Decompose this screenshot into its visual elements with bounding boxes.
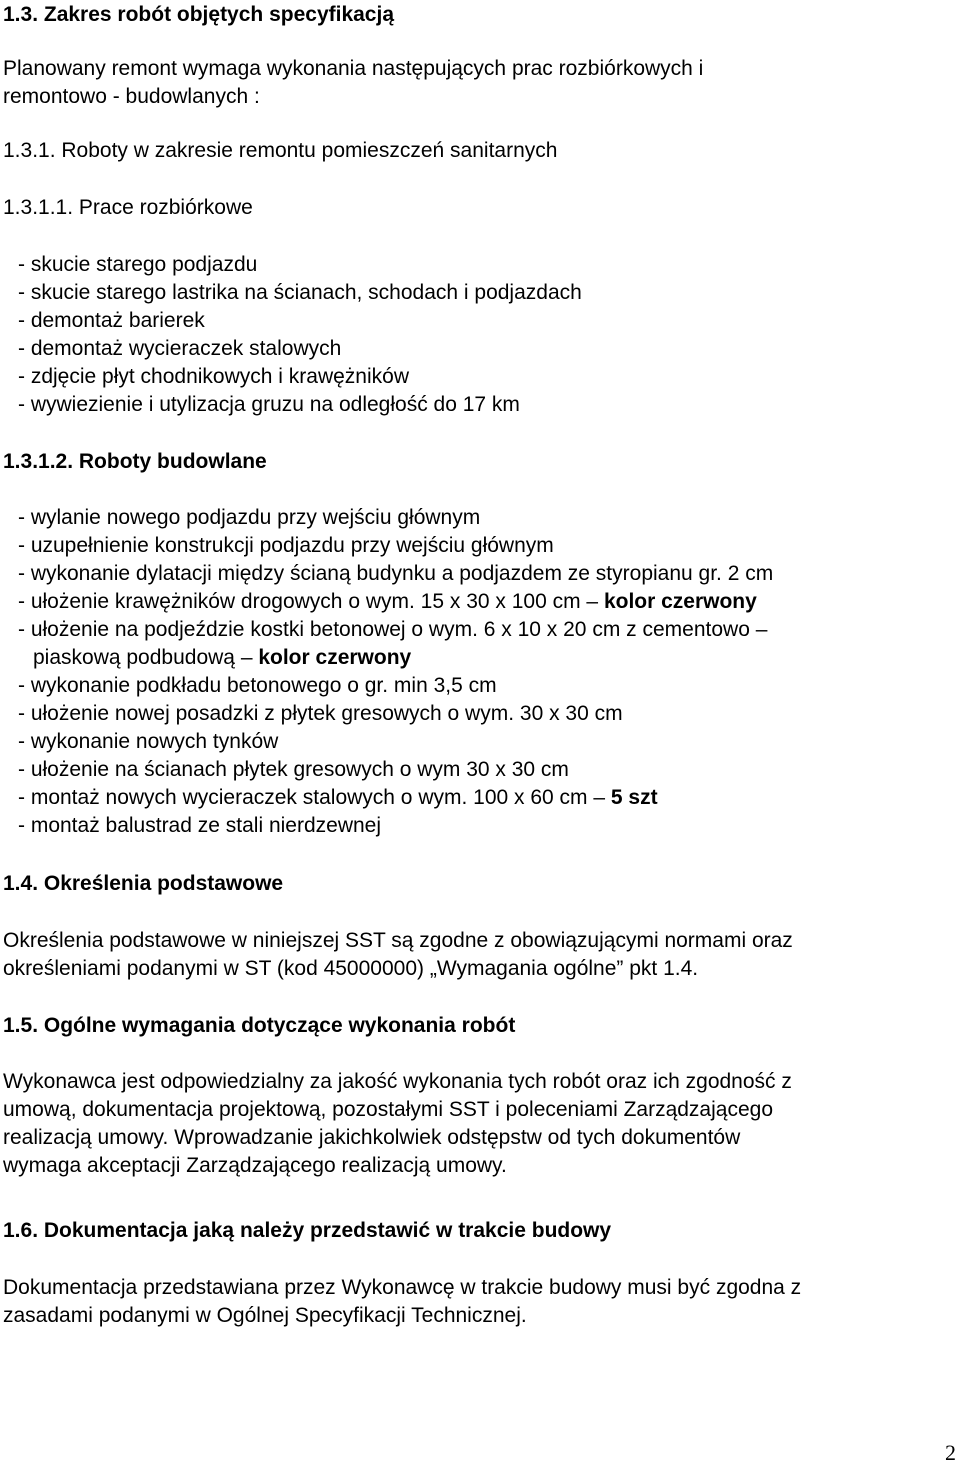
- list-item: - uzupełnienie konstrukcji podjazdu przy wejściu głównym: [18, 534, 554, 557]
- section-1-3-1-2-heading: 1.3.1.2. Roboty budowlane: [3, 450, 267, 473]
- list-item: - wykonanie podkładu betonowego o gr. min 3,5 cm: [18, 674, 497, 697]
- section-1-6-heading: 1.6. Dokumentacja jaką należy przedstawić w trakcie budowy: [3, 1219, 612, 1242]
- list-item-text: piaskową podbudową –: [33, 646, 259, 669]
- list-item: - demontaż barierek: [18, 309, 205, 332]
- list-item: - wykonanie dylatacji między ścianą budynku a podjazdem ze styropianu gr. 2 cm: [18, 562, 774, 585]
- paragraph-line: Dokumentacja przedstawiana przez Wykonawcę w trakcie budowy musi być zgodna z: [3, 1276, 802, 1299]
- intro-line-2: remontowo - budowlanych :: [3, 85, 260, 108]
- page-number: 2: [945, 1440, 956, 1465]
- list-item-text: - montaż nowych wycieraczek stalowych o wym. 100 x 60 cm –: [18, 786, 611, 809]
- paragraph-line: realizacją umowy. Wprowadzanie jakichkolwiek odstępstw od tych dokumentów: [3, 1126, 741, 1149]
- section-1-3-1-1-heading: 1.3.1.1. Prace rozbiórkowe: [3, 196, 253, 219]
- section-1-3-1-heading: 1.3.1. Roboty w zakresie remontu pomieszczeń sanitarnych: [3, 139, 558, 162]
- paragraph-line: zasadami podanymi w Ogólnej Specyfikacji Technicznej.: [3, 1304, 527, 1327]
- list-item: - wykonanie nowych tynków: [18, 730, 279, 753]
- list-item: [18, 785, 658, 811]
- list-item-emphasis: kolor czerwony: [258, 646, 412, 669]
- paragraph-line: Wykonawca jest odpowiedzialny za jakość wykonania tych robót oraz ich zgodność z: [3, 1070, 792, 1093]
- paragraph-line: umową, dokumentacja projektową, pozostałymi SST i poleceniami Zarządzającego: [3, 1098, 773, 1121]
- list-item: - demontaż wycieraczek stalowych: [18, 337, 342, 360]
- list-item-emphasis: kolor czerwony: [603, 590, 757, 613]
- list-item: - zdjęcie płyt chodnikowych i krawężników: [18, 365, 409, 388]
- section-1-4-heading: 1.4. Określenia podstawowe: [3, 872, 284, 895]
- paragraph-line: wymaga akceptacji Zarządzającego realizacją umowy.: [3, 1154, 507, 1177]
- paragraph-line: Określenia podstawowe w niniejszej SST są zgodne z obowiązującymi normami oraz: [3, 929, 793, 952]
- list-item: [18, 589, 757, 615]
- list-item-continuation: [33, 645, 411, 671]
- section-1-5-heading: 1.5. Ogólne wymagania dotyczące wykonania robót: [3, 1014, 516, 1037]
- section-1-3-heading: 1.3. Zakres robót objętych specyfikacją: [3, 3, 395, 26]
- list-item: - ułożenie nowej posadzki z płytek gresowych o wym. 30 x 30 cm: [18, 702, 623, 725]
- list-item: - wywiezienie i utylizacja gruzu na odległość do 17 km: [18, 393, 520, 416]
- list-item-emphasis: 5 szt: [610, 786, 658, 809]
- list-item: - ułożenie na podjeździe kostki betonowej o wym. 6 x 10 x 20 cm z cementowo –: [18, 618, 768, 641]
- list-item: - skucie starego lastrika na ścianach, schodach i podjazdach: [18, 281, 582, 304]
- intro-line-1: Planowany remont wymaga wykonania następujących prac rozbiórkowych i: [3, 57, 704, 80]
- list-item: - skucie starego podjazdu: [18, 253, 258, 276]
- list-item: - montaż balustrad ze stali nierdzewnej: [18, 814, 382, 837]
- list-item: - ułożenie na ścianach płytek gresowych o wym 30 x 30 cm: [18, 758, 569, 781]
- list-item-text: - ułożenie krawężników drogowych o wym. 15 x 30 x 100 cm –: [18, 590, 604, 613]
- list-item: - wylanie nowego podjazdu przy wejściu głównym: [18, 506, 481, 529]
- paragraph-line: określeniami podanymi w ST (kod 45000000) „Wymagania ogólne” pkt 1.4.: [3, 957, 699, 980]
